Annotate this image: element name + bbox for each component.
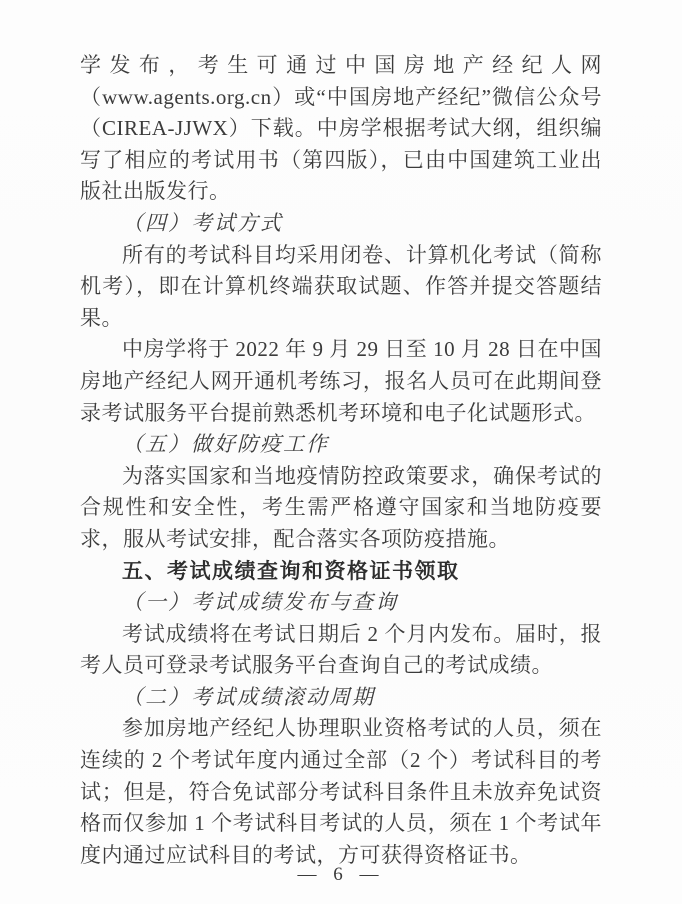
paragraph: 为落实国家和当地疫情防控政策要求，确保考试的合规性和安全性，考生需严格遵守国家和当地防疫要求，服从考试安排，配合落实各项防疫措施。	[80, 463, 602, 551]
document-body	[80, 50, 602, 871]
sub-heading: （四）考试方式	[122, 210, 283, 235]
sub-heading: （五）做好防疫工作	[122, 432, 329, 457]
page-number: — 6 —	[297, 864, 385, 885]
paragraph: 考试成绩将在考试日期后 2 个月内发布。届时，报考人员可登录考试服务平台查询自己的考试成绩。	[80, 621, 602, 678]
paragraph: 所有的考试科目均采用闭卷、计算机化考试（简称机考），即在计算机终端获取试题、作答并提交答题结果。	[80, 242, 602, 330]
sub-heading: （一）考试成绩发布与查询	[122, 590, 398, 615]
page-footer	[0, 864, 682, 886]
paragraph: 参加房地产经纪人协理职业资格考试的人员，须在连续的 2 个考试年度内通过全部（2 个）考试科目的考试；但是，符合免试部分考试科目条件且未放弃免试资格而仅参加 1 个考试科目考试的人员，须在 1 个考试年度内通过应试科目的考试，方可获得资格证书。	[80, 716, 602, 867]
paragraph: 中房学将于 2022 年 9 月 29 日至 10 月 28 日在中国房地产经纪人网开通机考练习，报名人员可在此期间登录考试服务平台提前熟悉机考环境和电子化试题形式。	[80, 337, 602, 425]
section-heading: 五、考试成绩查询和资格证书领取	[122, 559, 460, 583]
paragraph-continuation: 学发布，考生可通过中国房地产经纪人网（www.agents.org.cn）或“中国房地产经纪”微信公众号（CIREA-JJWX）下载。中房学根据考试大纲，组织编写了相应的考试用书（第四版），已由中国建筑工业出版社出版发行。	[80, 53, 602, 204]
sub-heading: （二）考试成绩滚动周期	[122, 684, 375, 709]
